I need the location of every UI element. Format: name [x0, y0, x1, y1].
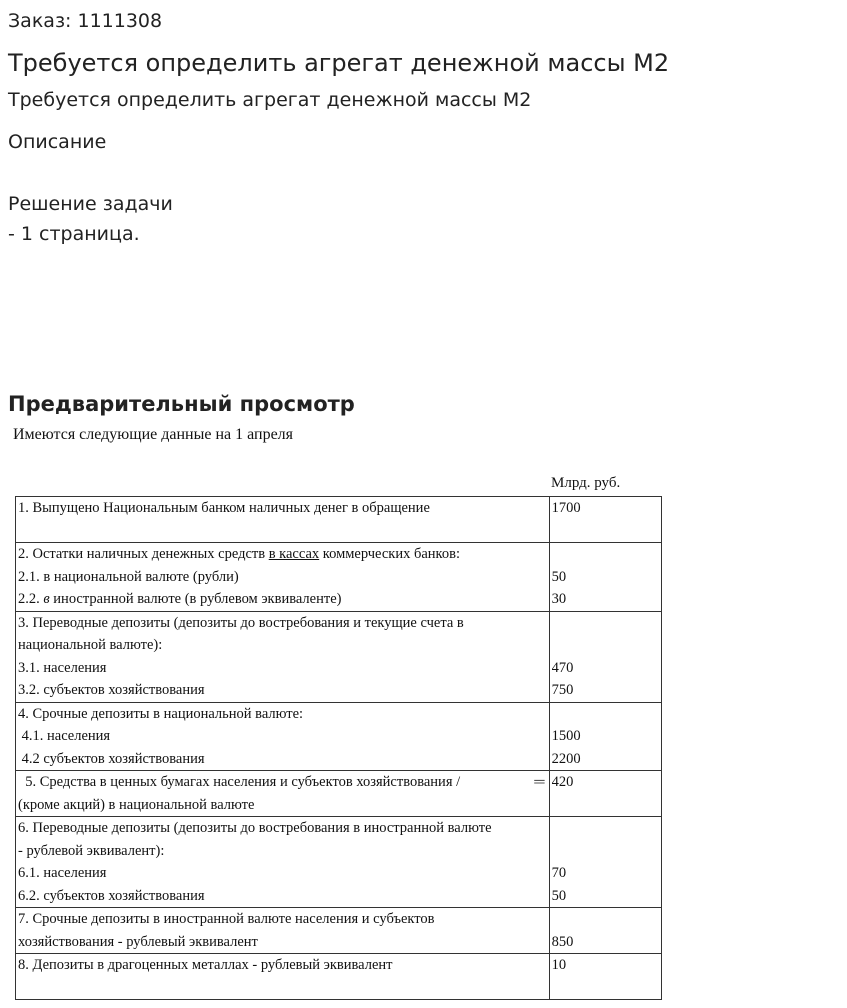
- row-value: 70: [551, 865, 567, 881]
- table-row: [16, 702, 662, 771]
- table-cell: [16, 817, 550, 908]
- row-label: 2.1. в национальной валюте (рубли): [18, 568, 239, 585]
- row-label: 7. Срочные депозиты в иностранной валюте населения и субъектов: [18, 911, 435, 927]
- row-label: 4.2 субъектов хозяйствования: [18, 750, 205, 767]
- table-row: [16, 908, 662, 954]
- page-subtitle: Требуется определить агрегат денежной массы М2: [8, 89, 532, 111]
- row-label: национальной валюте):: [18, 637, 163, 653]
- table-cell: [16, 702, 550, 771]
- row-label: 2.2. в иностранной валюте (в рублевом эквиваленте): [18, 591, 342, 607]
- row-label: (кроме акций) в национальной валюте: [18, 796, 255, 813]
- table-cell: [16, 771, 550, 817]
- row-value: 850: [551, 933, 574, 950]
- row-label: 3.2. субъектов хозяйствования: [18, 682, 205, 698]
- row-value: 30: [551, 591, 567, 607]
- row-value: 2200: [551, 750, 581, 767]
- table-row: [16, 497, 662, 543]
- table-cell: [549, 817, 661, 908]
- table-cell: [549, 954, 661, 1000]
- row-value: 10: [551, 957, 567, 973]
- row-label: хозяйствования - рублевый эквивалент: [18, 933, 258, 950]
- row-label: 5. Средства в ценных бумагах населения и субъектов хозяйствования / ═: [18, 771, 547, 794]
- table-row: [16, 611, 662, 702]
- row-label: - рублевой эквивалент):: [18, 842, 165, 859]
- table-cell: [549, 908, 661, 954]
- equals-mark: ═: [534, 774, 545, 790]
- page-title: Требуется определить агрегат денежной массы М2: [8, 49, 670, 77]
- table-cell: [16, 497, 550, 543]
- data-table: [15, 496, 662, 1000]
- table-cell: [16, 611, 550, 702]
- table-row: [16, 771, 662, 817]
- row-value: 50: [551, 887, 567, 904]
- table-row: [16, 954, 662, 1000]
- preview-heading: Предварительный просмотр: [8, 392, 355, 416]
- table-cell: [549, 702, 661, 771]
- table-cell: [549, 611, 661, 702]
- row-label: 2. Остатки наличных денежных средств в кассах коммерческих банков:: [18, 546, 460, 562]
- description-heading: Описание: [8, 131, 107, 153]
- row-label: 1. Выпущено Национальным банком наличных денег в обращение: [18, 500, 430, 516]
- table-cell: [16, 908, 550, 954]
- table-cell: [549, 543, 661, 612]
- row-label: 6. Переводные депозиты (депозиты до востребования в иностранной валюте: [18, 820, 492, 836]
- row-value: 1500: [551, 728, 581, 744]
- description-line: - 1 страница.: [8, 223, 140, 245]
- row-label: 4. Срочные депозиты в национальной валюте:: [18, 705, 304, 722]
- table-cell: [549, 497, 661, 543]
- table-cell: [16, 954, 550, 1000]
- row-label: 8. Депозиты в драгоценных металлах - рублевый эквивалент: [18, 957, 393, 973]
- row-label: 3. Переводные депозиты (депозиты до востребования и текущие счета в: [18, 614, 464, 631]
- row-value: 420: [551, 774, 574, 790]
- table-cell: [16, 543, 550, 612]
- description-line: Решение задачи: [8, 193, 173, 215]
- row-value: 470: [551, 659, 574, 676]
- row-label: 3.1. населения: [18, 659, 107, 676]
- row-value: 50: [551, 568, 567, 585]
- document-intro: Имеются следующие данные на 1 апреля: [13, 426, 294, 443]
- table-row: [16, 817, 662, 908]
- unit-label: Млрд. руб.: [551, 475, 621, 491]
- order-number: Заказ: 1111308: [8, 10, 163, 32]
- row-value: 1700: [551, 500, 581, 516]
- row-value: 750: [551, 682, 574, 698]
- table-cell: [549, 771, 661, 817]
- row-label: 6.1. населения: [18, 865, 107, 881]
- table-row: [16, 543, 662, 612]
- row-label: 4.1. населения: [18, 728, 111, 744]
- row-label: 6.2. субъектов хозяйствования: [18, 887, 205, 904]
